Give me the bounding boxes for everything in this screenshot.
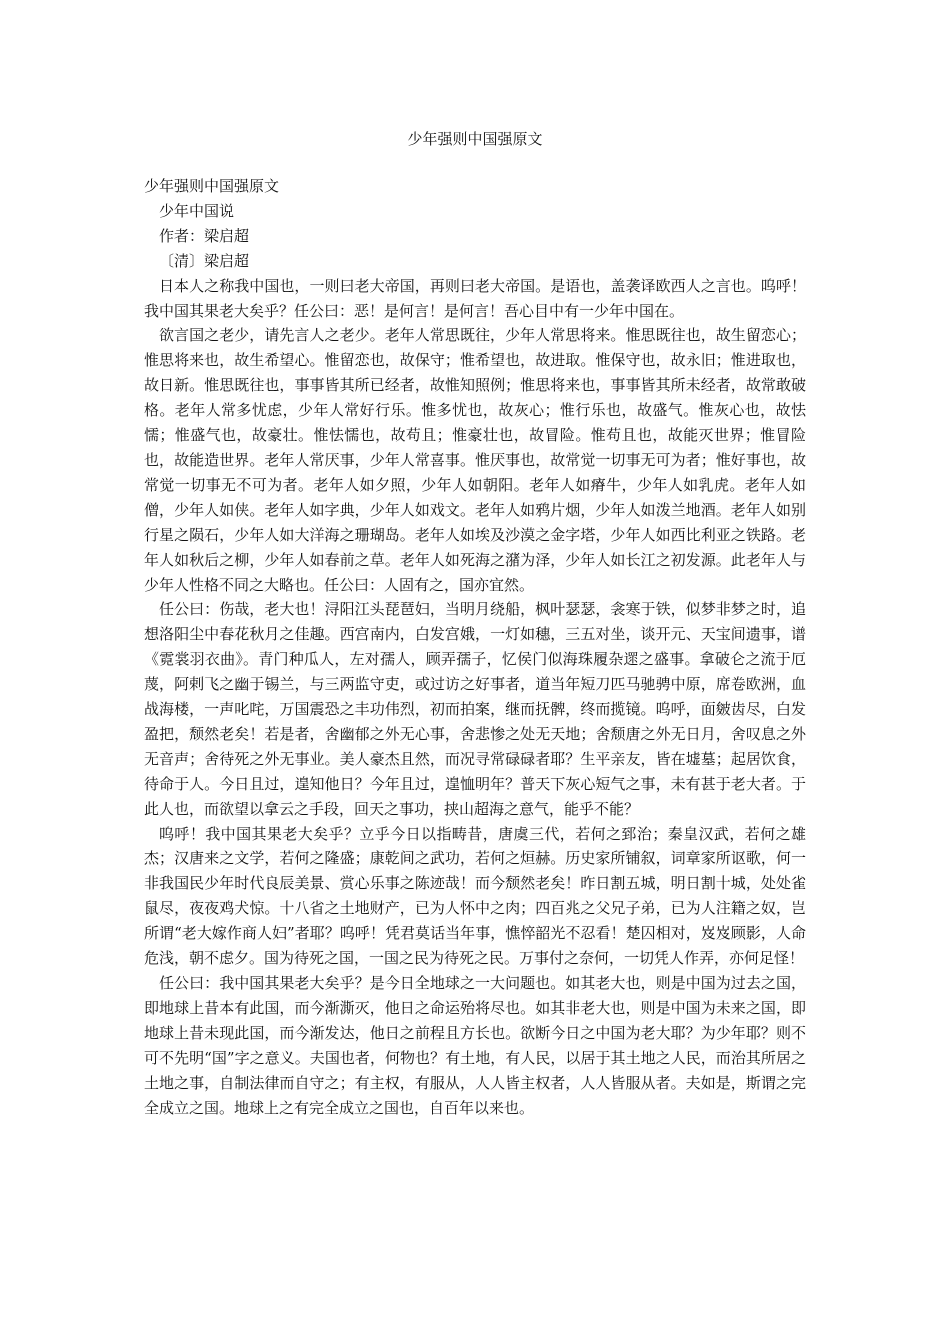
paragraph: 任公曰：我中国其果老大矣乎？是今日全地球之一大问题也。如其老大也，则是中国为过去之国，即地球上昔本有此国，而今渐澌灭，他日之命运殆将尽也。如其非老大也，则是中国为未来之国，即地球上昔未现此国，而今渐发达，他日之前程且方长也。欲断今日之中国为老大耶？为少年耶？则不可不先明“国”字之意义。夫国也者，何物也？有土地，有人民，以居于其土地之人民，而治其所居之土地之事，自制法律而自守之；有主权，有服从，人人皆主权者，人人皆服从者。夫如是，斯谓之完全成立之国。地球上之有完全成立之国也，自百年以来也。: [144, 974, 806, 1117]
dynasty-line: 〔清〕梁启超: [159, 251, 250, 270]
paragraph: 任公曰：伤哉，老大也！浔阳江头琵琶妇，当明月绕船，枫叶瑟瑟，衾寒于铁，似梦非梦之时，追想洛阳尘中春花秋月之佳趣。西宫南内，白发宫娥，一灯如穗，三五对坐，谈开元、天宝间遗事，谱《霓裳羽衣曲》。青门种瓜人，左对孺人，顾弄孺子，忆侯门似海珠履杂遝之盛事。拿破仑之流于厄蔑，阿剌飞之幽于锡兰，与三两监守吏，或过访之好事者，道当年短刀匹马驰骋中原，席卷欧洲，血战海楼，一声叱咤，万国震恐之丰功伟烈，初而拍案，继而抚髀，终而揽镜。呜呼，面皴齿尽，白发盈把，颓然老矣！若是者，舍幽郁之外无心事，舍悲惨之处无天地；舍颓唐之外无日月，舍叹息之外无音声；舍待死之外无事业。美人豪杰且然，而况寻常碌碌者耶？生平亲友，皆在墟墓；起居饮食，待命于人。今日且过，遑知他日？今年且过，遑恤明年？普天下灰心短气之事，未有甚于老大者。于此人也，而欲望以拿云之手段，回天之事功，挟山超海之意气，能乎不能？: [144, 600, 806, 818]
heading-line: 少年中国说: [159, 201, 235, 220]
paragraph: 欲言国之老少，请先言人之老少。老年人常思既往，少年人常思将来。惟思既往也，故生留恋心；惟思将来也，故生希望心。惟留恋也，故保守；惟希望也，故进取。惟保守也，故永旧；惟进取也，故日新。惟思既往也，事事皆其所已经者，故惟知照例；惟思将来也，事事皆其所未经者，故常敢破格。老年人常多忧虑，少年人常好行乐。惟多忧也，故灰心；惟行乐也，故盛气。惟灰心也，故怯懦；惟盛气也，故豪壮。惟怯懦也，故苟且；惟豪壮也，故冒险。惟苟且也，故能灭世界；惟冒险也，故能造世界。老年人常厌事，少年人常喜事。惟厌事也，故常觉一切事无可为者；惟好事也，故常觉一切事无不可为者。老年人如夕照，少年人如朝阳。老年人如瘠牛，少年人如乳虎。老年人如僧，少年人如侠。老年人如字典，少年人如戏文。老年人如鸦片烟，少年人如泼兰地酒。老年人如别行星之陨石，少年人如大洋海之珊瑚岛。老年人如埃及沙漠之金字塔，少年人如西比利亚之铁路。老年人如秋后之柳，少年人如春前之草。老年人如死海之潴为泽，少年人如长江之初发源。此老年人与少年人性格不同之大略也。任公曰：人固有之，国亦宜然。: [144, 326, 806, 594]
author-line: 作者：梁启超: [159, 226, 250, 245]
paragraph: 日本人之称我中国也，一则曰老大帝国，再则曰老大帝国。是语也，盖袭译欧西人之言也。呜呼！我中国其果老大矣乎？任公曰：恶！是何言！是何言！吾心目中有一少年中国在。: [144, 276, 806, 320]
paragraph: 呜呼！我中国其果老大矣乎？立乎今日以指畴昔，唐虞三代，若何之郅治；秦皇汉武，若何之雄杰；汉唐来之文学，若何之隆盛；康乾间之武功，若何之烜赫。历史家所铺叙，词章家所讴歌，何一非我国民少年时代良辰美景、赏心乐事之陈迹哉！而今颓然老矣！昨日割五城，明日割十城，处处雀鼠尽，夜夜鸡犬惊。十八省之土地财产，已为人怀中之肉；四百兆之父兄子弟，已为人注籍之奴，岂所谓“老大嫁作商人妇”者耶？呜呼！凭君莫话当年事，憔悴韶光不忍看！楚囚相对，岌岌顾影，人命危浅，朝不虑夕。国为待死之国，一国之民为待死之民。万事付之奈何，一切凭人作弄，亦何足怪！: [144, 824, 806, 968]
heading-line: 少年强则中国强原文: [144, 177, 280, 195]
document-title: 少年强则中国强原文: [407, 130, 543, 148]
document-body: [144, 174, 806, 1120]
